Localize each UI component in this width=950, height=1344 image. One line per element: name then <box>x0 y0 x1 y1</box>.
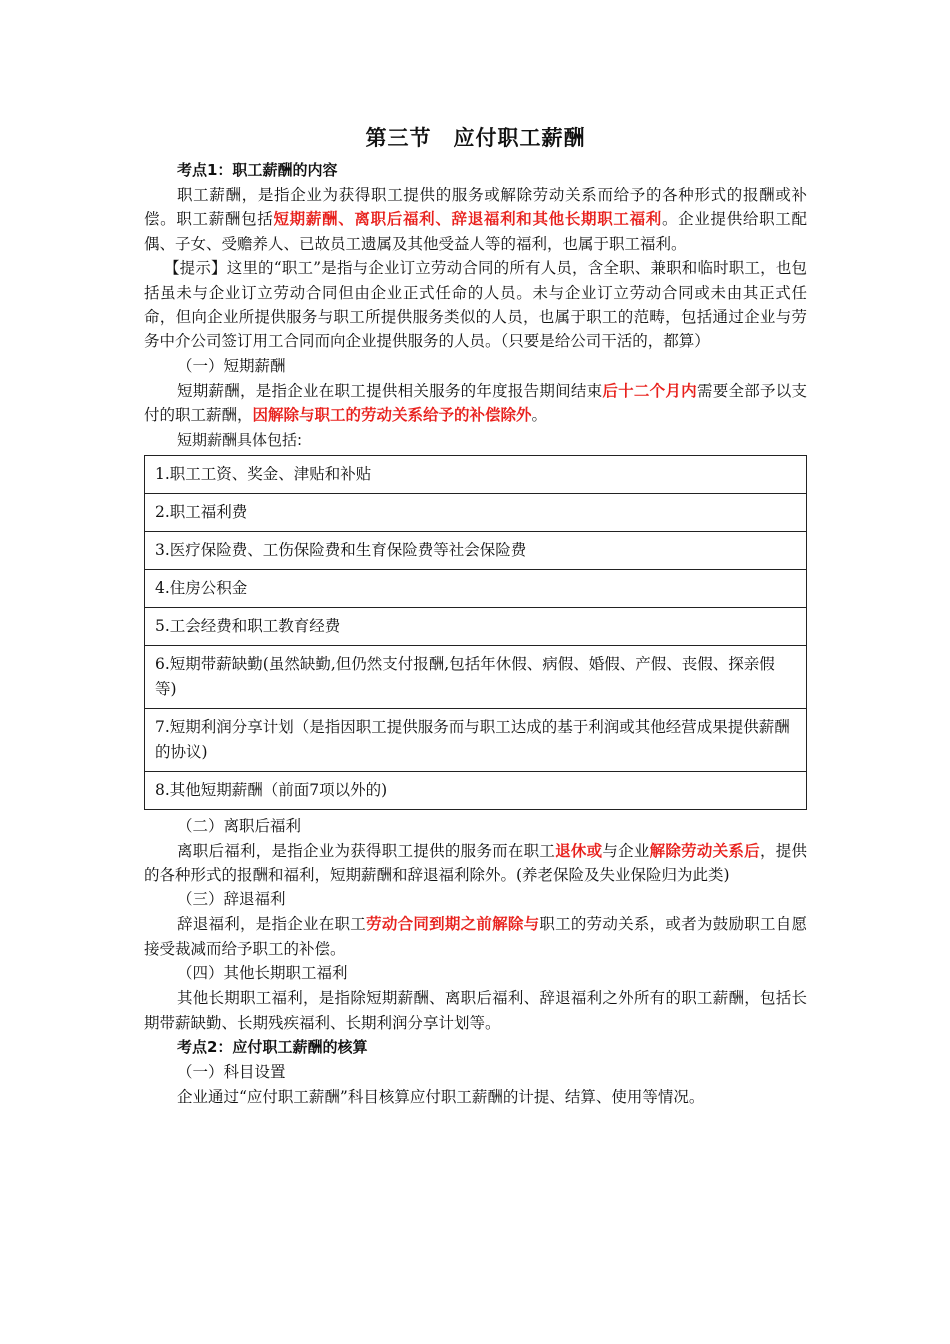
highlight-text: 劳动合同到期之前解除与 <box>366 915 540 934</box>
text-run: 职工薪酬，是指企业为获得职工提供的服务或解除劳动关系而给予的各种形式的报酬或补偿。职工薪酬包括 <box>144 186 807 229</box>
text-run: 职工的劳动关系，或者为鼓励职工自愿接受裁减而给予职工的补偿。 <box>144 915 807 958</box>
table-row <box>145 493 807 531</box>
post-heading: （二）离职后福利 <box>177 816 302 835</box>
table-cell: 7.短期利润分享计划（是指因职工提供服务而与职工达成的基于利润或其他经营成果提供薪酬的协议) <box>145 708 807 771</box>
short-heading: （一）短期薪酬 <box>177 356 286 375</box>
table-row <box>145 569 807 607</box>
tip-paragraph: 【提示】这里的“职工”是指与企业订立劳动合同的所有人员，含全职、兼职和临时职工，也包括虽未与企业订立劳动合同但由企业正式任命的人员。未与企业订立劳动合同或未由其正式任命，但向企业所提供服务与职工所提供服务类似的人员，也属于职工的范畴，包括通过企业与劳务中介公司签订用工合同而向企业提供服务的人员。（只要是给公司干活的，都算） <box>144 259 807 351</box>
document-page <box>144 118 807 1110</box>
highlight-text: 后十二个月内 <box>602 381 697 400</box>
table-row <box>145 607 807 645</box>
highlight-text: 退休或 <box>555 841 603 860</box>
short-items-table <box>144 455 807 810</box>
post-paragraph <box>144 839 807 888</box>
text-run: 需要全部予以支付的职工薪酬， <box>144 381 807 425</box>
table-row <box>145 455 807 493</box>
short-paragraph <box>144 379 807 428</box>
table-cell: 3.医疗保险费、工伤保险费和生育保险费等社会保险费 <box>145 531 807 569</box>
table-cell: 4.住房公积金 <box>145 569 807 607</box>
text-run: 与企业 <box>602 841 650 860</box>
highlight-text: 短期薪酬、离职后福利、辞退福利和其他长期职工福利 <box>273 210 662 229</box>
table-cell: 1.职工工资、奖金、津贴和补贴 <box>145 455 807 493</box>
table-row <box>145 708 807 771</box>
text-run: 离职后福利，是指企业为获得职工提供的服务而在职工 <box>177 841 556 860</box>
table-cell: 8.其他短期薪酬（前面7项以外的) <box>145 771 807 809</box>
highlight-text: 解除劳动关系后 <box>649 841 760 860</box>
kp2-paragraph: 企业通过“应付职工薪酬”科目核算应付职工薪酬的计提、结算、使用等情况。 <box>177 1088 705 1107</box>
kp1-heading: 考点1：职工薪酬的内容 <box>177 161 338 179</box>
section-title: 第三节 应付职工薪酬 <box>365 126 586 150</box>
table-row <box>145 771 807 809</box>
table-cell: 5.工会经费和职工教育经费 <box>145 607 807 645</box>
text-run: ，提供的各种形式的报酬和福利，短期薪酬和辞退福利除外。(养老保险及失业保险归为此类) <box>144 841 807 885</box>
kp1-paragraph <box>144 183 807 256</box>
text-run: 短期薪酬，是指企业在职工提供相关服务的年度报告期间结束 <box>177 381 603 400</box>
table-cell: 2.职工福利费 <box>145 493 807 531</box>
longterm-heading: （四）其他长期职工福利 <box>177 964 348 983</box>
highlight-text: 因解除与职工的劳动关系给予的补偿除外 <box>252 406 532 425</box>
kp2-sub-heading: （一）科目设置 <box>177 1063 286 1082</box>
table-row <box>145 645 807 708</box>
longterm-paragraph: 其他长期职工福利，是指除短期薪酬、离职后福利、辞退福利之外所有的职工薪酬，包括长期带薪缺勤、长期残疾福利、长期利润分享计划等。 <box>144 989 807 1032</box>
table-cell: 6.短期带薪缺勤(虽然缺勤,但仍然支付报酬,包括年休假、病假、婚假、产假、丧假、探亲假等) <box>145 645 807 708</box>
dismiss-heading: （三）辞退福利 <box>177 890 286 909</box>
text-run: 辞退福利，是指企业在职工 <box>177 915 367 934</box>
dismiss-paragraph <box>144 912 807 961</box>
kp2-heading: 考点2：应付职工薪酬的核算 <box>177 1038 368 1057</box>
short-lead: 短期薪酬具体包括: <box>177 430 303 449</box>
text-run: 。 <box>531 406 548 425</box>
text-run: 。企业提供给职工配偶、子女、受赡养人、已故员工遗属及其他受益人等的福利，也属于职工福利。 <box>144 210 807 253</box>
table-row <box>145 531 807 569</box>
